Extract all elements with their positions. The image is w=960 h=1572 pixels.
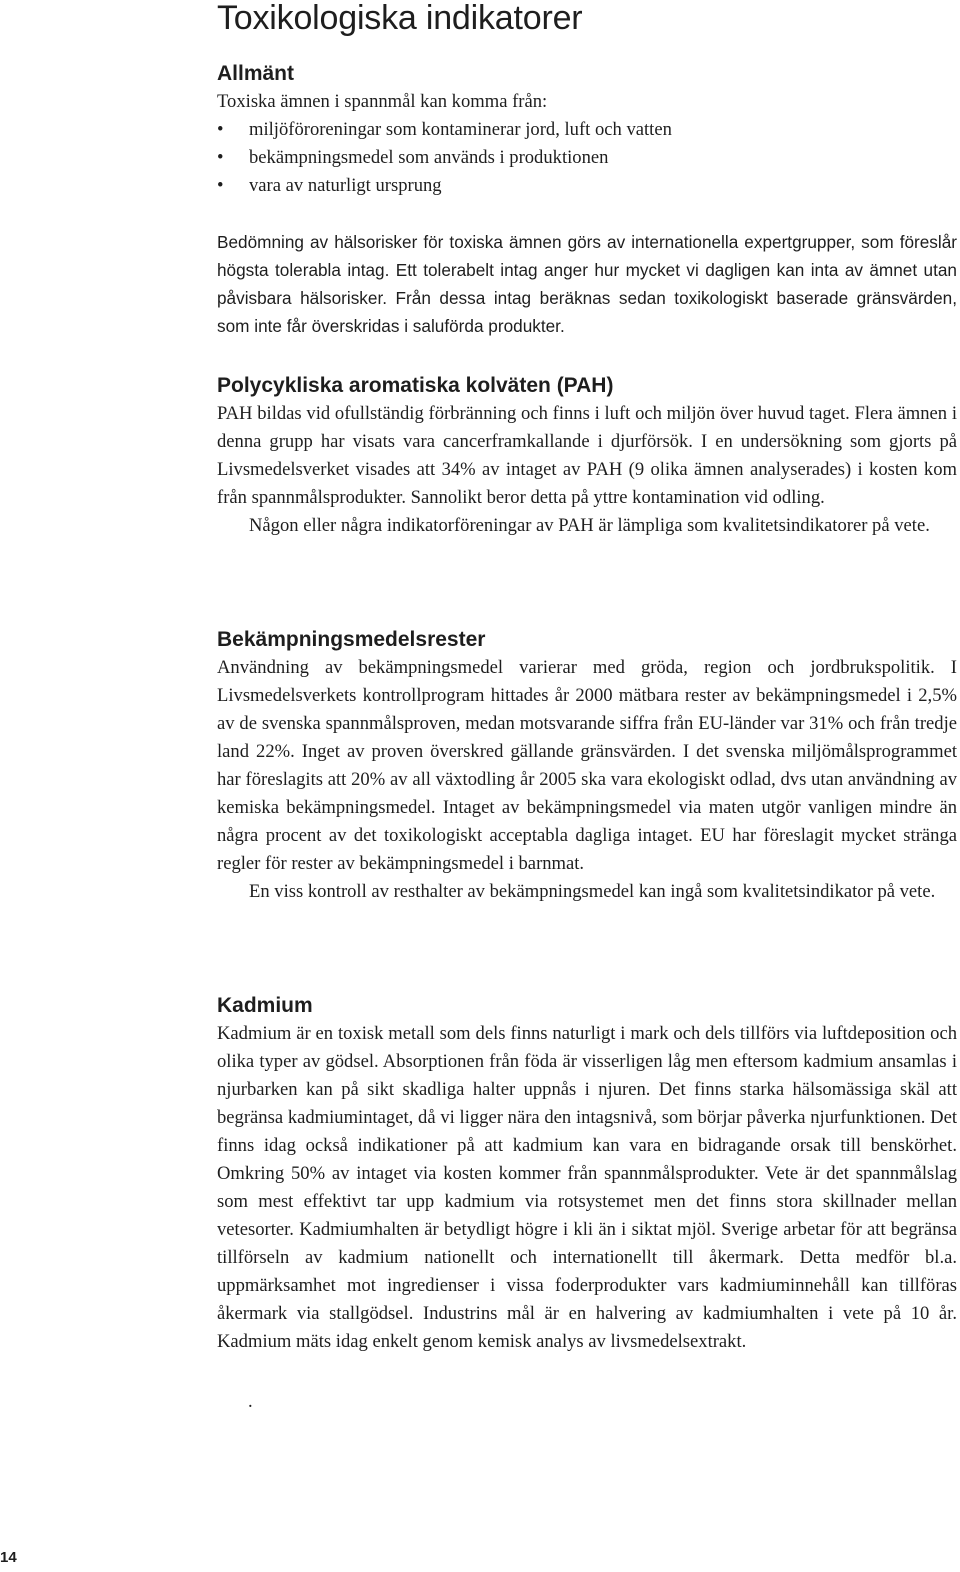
- kadmium-paragraph: Kadmium är en toxisk metall som dels finns naturligt i mark och dels tillförs via luftdeposition och olika typer av gödsel. Absorptionen från föda är visserligen låg men eftersom kadmium ansamlas i njurbarken kan på sikt skadliga halter uppnås i njuren. Det finns starka hälsomässiga skäl att begränsa kadmiumintaget, då vi ligger nära den intagsnivå, som börjar påverka njurfunktionen. Det finns idag också indikationer på att kadmium kan vara en bidragande orsak till benskörhet. Omkring 50% av intaget via kosten kommer från spannmålsprodukter. Vete är det spannmålslag som mest effektivt tar upp kadmium via rotsystemet men det finns stora skillnader mellan vetesorter. Kadmiumhalten är betydligt högre i kli än i siktat mjöl. Sverige arbetar för att begränsa tillförseln av kadmium nationellt och internationellt till åkermark. Detta medför bl.a. uppmärksamhet mot ingredienser i vissa foderprodukter vars kadmiuminnehåll kan tillföras åkermark via stallgödsel. Industrins mål är en halvering av kadmiumhalten i vete på 10 år. Kadmium mäts idag enkelt genom kemisk analys av livsmedelsextrakt.: [217, 1023, 957, 1352]
- section-bekampning: [217, 626, 957, 906]
- list-item: • vara av naturligt ursprung: [217, 172, 957, 200]
- stray-period: .: [248, 1391, 253, 1412]
- list-item: • miljöföroreningar som kontaminerar jord, luft och vatten: [217, 116, 957, 144]
- pah-paragraph-1: PAH bildas vid ofullständig förbränning och finns i luft och miljön över huvud taget. Flera ämnen i denna grupp har visats vara cancerframkallande i djurförsök. I en undersökning som gjorts på Livsmedelsverket visades att 34% av intaget av PAH (9 olika ämnen analyserades) i kosten kom från spannmålsprodukter. Sannolikt beror detta på yttre kontamination vid odling.: [217, 403, 957, 508]
- heading-pah: Polycykliska aromatiska kolväten (PAH): [217, 374, 614, 397]
- heading-allmant: Allmänt: [217, 62, 295, 85]
- allmant-intro: Toxiska ämnen i spannmål kan komma från:: [217, 91, 548, 112]
- bullet-list: [217, 116, 957, 200]
- heading-bekampning: Bekämpningsmedelsrester: [217, 628, 486, 651]
- bekampning-paragraph-2: En viss kontroll av resthalter av bekämpningsmedel kan ingå som kvalitetsindikator på vete.: [249, 881, 936, 902]
- section-kadmium: [217, 992, 957, 1356]
- heading-kadmium: Kadmium: [217, 994, 313, 1017]
- list-item: • bekämpningsmedel som används i produktionen: [217, 144, 957, 172]
- page-title: Toxikologiska indikatorer: [217, 0, 583, 37]
- section-allmant: [217, 60, 957, 340]
- page-number: 14: [0, 1549, 17, 1566]
- pah-paragraph-2: Någon eller några indikatorföreningar av PAH är lämpliga som kvalitetsindikatorer på vete.: [249, 515, 930, 536]
- section-pah: [217, 372, 957, 540]
- bekampning-paragraph-1: Användning av bekämpningsmedel varierar med gröda, region och jordbrukspolitik. I Livsmedelsverkets kontrollprogram hittades år 2000 mätbara rester av bekämpningsmedel i 2,5% av de svenska spannmålsproven, medan motsvarande siffra från EU-länder var 31% och från tredje land 22%. Inget av proven överskred gällande gränsvärden. I det svenska miljömålsprogrammet har föreslagits att 20% av all växtodling år 2005 ska vara ekologiskt odlad, dvs utan användning av kemiska bekämpningsmedel. Intaget av bekämpningsmedel via maten utgör vanligen mindre än några procent av det toxikologiskt acceptabla dagliga intaget. EU har föreslagit mycket stränga regler för rester av bekämpningsmedel i barnmat.: [217, 657, 957, 874]
- allmant-paragraph: Bedömning av hälsorisker för toxiska ämnen görs av internationella expertgrupper, som föreslår högsta tolerabla intag. Ett tolerabelt intag anger hur mycket vi dagligen kan inta av ämnet utan påvisbara hälsorisker. Från dessa intag beräknas sedan toxikologiskt baserade gränsvärden, som inte får överskridas i saluförda produkter.: [217, 232, 957, 336]
